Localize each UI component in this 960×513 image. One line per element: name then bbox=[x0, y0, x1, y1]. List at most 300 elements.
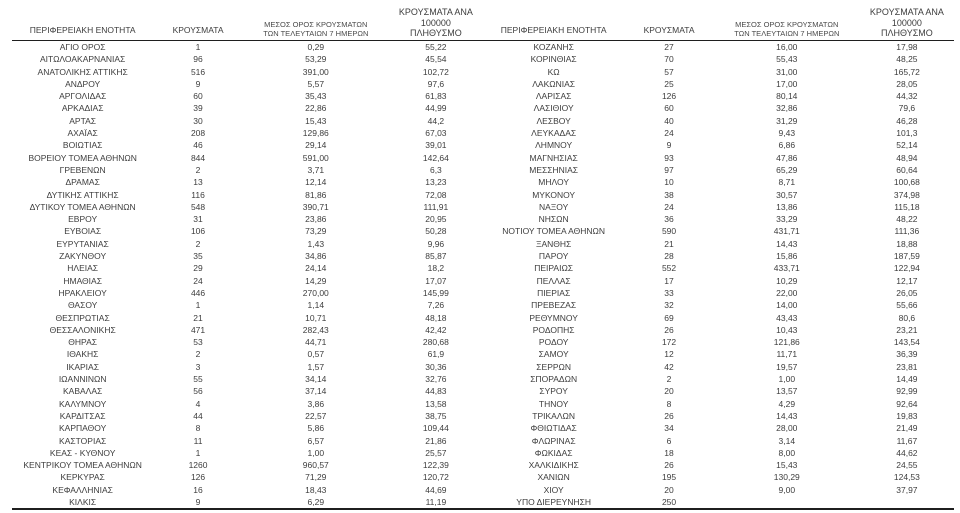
cell-per100k: 21,86 bbox=[425, 435, 447, 446]
cell-cases: 1 bbox=[195, 300, 201, 311]
table-row bbox=[12, 152, 483, 164]
cell-cases: 2 bbox=[195, 238, 201, 249]
cell-avg7: 591,00 bbox=[302, 152, 329, 163]
cell-per100k: 48,25 bbox=[896, 54, 918, 65]
cell-cases: 1 bbox=[195, 447, 201, 458]
cell-per100k: 32,76 bbox=[425, 374, 447, 385]
table-row bbox=[12, 336, 483, 348]
cell-avg7: 31,29 bbox=[776, 115, 798, 126]
cell-region: ΚΕΑΣ - ΚΥΘΝΟΥ bbox=[49, 447, 116, 458]
cell-per100k: 100,68 bbox=[893, 177, 920, 188]
cell-cases: 208 bbox=[190, 128, 206, 139]
cell-cases: 27 bbox=[664, 42, 674, 52]
cell-avg7: 32,86 bbox=[776, 103, 798, 114]
table-row bbox=[483, 201, 954, 213]
header-cases bbox=[153, 5, 242, 41]
cell-cases: 25 bbox=[664, 78, 674, 89]
header-avg7-line2: ΤΩΝ ΤΕΛΕΥΤΑΙΩΝ 7 ΗΜΕΡΩΝ bbox=[263, 29, 369, 38]
cell-cases: 93 bbox=[664, 152, 674, 163]
table-row bbox=[483, 471, 954, 483]
cell-region: ΑΝΑΤΟΛΙΚΗΣ ΑΤΤΙΚΗΣ bbox=[37, 66, 128, 77]
cell-per100k: 17,98 bbox=[896, 42, 918, 52]
cell-per100k: 92,64 bbox=[896, 398, 918, 409]
cell-avg7: 35,43 bbox=[305, 91, 327, 102]
cell-avg7: 22,00 bbox=[776, 287, 798, 298]
table-row bbox=[483, 361, 954, 373]
cell-per100k: 7,26 bbox=[427, 300, 445, 311]
cell-avg7: 270,00 bbox=[302, 287, 329, 298]
cell-avg7: 5,57 bbox=[307, 78, 325, 89]
cell-region: ΦΩΚΙΔΑΣ bbox=[534, 447, 573, 458]
cell-region: ΑΙΤΩΛΟΑΚΑΡΝΑΝΙΑΣ bbox=[40, 54, 126, 65]
cell-cases: 40 bbox=[664, 115, 674, 126]
cell-region: ΛΕΣΒΟΥ bbox=[536, 115, 571, 126]
cell-region: ΣΑΜΟΥ bbox=[538, 349, 569, 360]
cell-per100k: 111,91 bbox=[423, 201, 449, 212]
cell-cases: 32 bbox=[664, 300, 674, 311]
cell-per100k: 11,67 bbox=[896, 435, 918, 446]
cell-avg7: 8,00 bbox=[778, 447, 796, 458]
cell-region: ΤΡΙΚΑΛΩΝ bbox=[532, 410, 576, 421]
cell-region: ΜΗΛΟΥ bbox=[538, 177, 570, 188]
table-row bbox=[12, 385, 483, 397]
table-row bbox=[12, 410, 483, 422]
cell-region: ΖΑΚΥΝΘΟΥ bbox=[59, 251, 107, 262]
table-row bbox=[483, 422, 954, 434]
cell-avg7: 12,14 bbox=[305, 177, 327, 188]
cell-per100k: 67,03 bbox=[425, 128, 447, 139]
cell-avg7: 129,86 bbox=[302, 128, 329, 139]
cell-region: ΦΛΩΡΙΝΑΣ bbox=[531, 435, 576, 446]
cell-per100k: 48,18 bbox=[425, 312, 447, 323]
cell-per100k: 21,49 bbox=[896, 423, 918, 434]
cell-per100k: 72,08 bbox=[425, 189, 447, 200]
header-cases bbox=[624, 5, 713, 41]
table-row bbox=[483, 447, 954, 459]
cell-per100k: 13,58 bbox=[425, 398, 447, 409]
cell-per100k: 97,6 bbox=[427, 78, 445, 89]
cell-avg7: 13,57 bbox=[776, 386, 798, 397]
header-avg7 bbox=[714, 5, 860, 41]
cell-cases: 24 bbox=[664, 201, 674, 212]
header-per100k bbox=[389, 5, 483, 41]
cell-per100k: 61,83 bbox=[425, 91, 447, 102]
header-avg7-line1: ΜΕΣΟΣ ΟΡΟΣ ΚΡΟΥΣΜΑΤΩΝ bbox=[735, 20, 839, 29]
cell-per100k: 79,6 bbox=[898, 103, 916, 114]
table-row bbox=[483, 312, 954, 324]
header-cases-label: ΚΡΟΥΣΜΑΤΑ bbox=[172, 25, 224, 35]
table-body-right bbox=[483, 41, 954, 509]
header-per100k-line2: ΠΛΗΘΥΣΜΟ bbox=[880, 28, 933, 38]
cell-avg7: 43,43 bbox=[776, 312, 798, 323]
cell-region: ΥΠΟ ΔΙΕΡΕΥΝΗΣΗ bbox=[516, 496, 591, 507]
cell-cases: 57 bbox=[664, 66, 674, 77]
table-row bbox=[483, 152, 954, 164]
table-row bbox=[483, 225, 954, 237]
cell-cases: 2 bbox=[666, 374, 672, 385]
header-cases-label: ΚΡΟΥΣΜΑΤΑ bbox=[643, 25, 695, 35]
cell-region: ΣΥΡΟΥ bbox=[539, 386, 568, 397]
cell-cases: 1 bbox=[195, 42, 201, 52]
cell-per100k: 92,99 bbox=[896, 386, 918, 397]
header-avg7-line1: ΜΕΣΟΣ ΟΡΟΣ ΚΡΟΥΣΜΑΤΩΝ bbox=[264, 20, 368, 29]
cell-cases: 548 bbox=[190, 201, 206, 212]
cell-avg7: 81,86 bbox=[305, 189, 327, 200]
cell-cases: 12 bbox=[664, 349, 674, 360]
cell-region: ΘΕΣΠΡΩΤΙΑΣ bbox=[55, 312, 110, 323]
table-row bbox=[12, 471, 483, 483]
table-row bbox=[483, 250, 954, 262]
table-row bbox=[12, 312, 483, 324]
cell-cases: 11 bbox=[193, 435, 203, 446]
table-row bbox=[483, 410, 954, 422]
table-row bbox=[12, 496, 483, 508]
table-row bbox=[12, 90, 483, 102]
cell-avg7 bbox=[714, 496, 860, 508]
cell-region: ΘΑΣΟΥ bbox=[67, 300, 98, 311]
cell-cases: 70 bbox=[664, 54, 674, 65]
table-row bbox=[483, 53, 954, 65]
cell-per100k: 18,88 bbox=[896, 238, 918, 249]
cell-cases: 33 bbox=[664, 287, 674, 298]
cell-per100k: 111,36 bbox=[894, 226, 920, 237]
cell-region: ΙΚΑΡΙΑΣ bbox=[66, 361, 99, 372]
cell-region: ΠΕΙΡΑΙΩΣ bbox=[534, 263, 574, 274]
cell-region: ΔΥΤΙΚΟΥ ΤΟΜΕΑ ΑΘΗΝΩΝ bbox=[29, 201, 136, 212]
cell-per100k: 145,99 bbox=[422, 287, 449, 298]
cell-cases: 2 bbox=[195, 349, 201, 360]
cell-cases: 96 bbox=[193, 54, 203, 65]
cell-avg7: 4,29 bbox=[778, 398, 796, 409]
cell-cases: 1260 bbox=[188, 460, 208, 471]
cell-per100k: 55,66 bbox=[896, 300, 918, 311]
cell-cases: 21 bbox=[664, 238, 674, 249]
table-row bbox=[483, 66, 954, 78]
cell-cases: 60 bbox=[664, 103, 674, 114]
cell-avg7: 22,86 bbox=[305, 103, 327, 114]
cell-cases: 26 bbox=[664, 460, 674, 471]
cell-region: ΚΟΖΑΝΗΣ bbox=[533, 42, 574, 52]
cell-per100k: 17,07 bbox=[425, 275, 447, 286]
cell-per100k: 24,55 bbox=[896, 460, 918, 471]
header-region bbox=[483, 5, 624, 41]
cell-per100k: 48,22 bbox=[896, 214, 918, 225]
table-row bbox=[12, 324, 483, 336]
cell-region: ΗΜΑΘΙΑΣ bbox=[63, 275, 102, 286]
cell-cases: 16 bbox=[193, 484, 203, 495]
cell-avg7: 431,71 bbox=[773, 226, 800, 237]
table-row bbox=[12, 201, 483, 213]
cell-per100k: 19,83 bbox=[896, 410, 918, 421]
cell-avg7: 960,57 bbox=[302, 460, 329, 471]
cell-per100k: 85,87 bbox=[425, 251, 447, 262]
cell-per100k: 45,54 bbox=[425, 54, 447, 65]
cases-table-left bbox=[12, 5, 483, 508]
cell-per100k: 142,64 bbox=[422, 152, 449, 163]
table-row bbox=[483, 348, 954, 360]
cell-cases: 13 bbox=[193, 177, 203, 188]
cell-cases: 18 bbox=[664, 447, 674, 458]
cell-cases: 4 bbox=[195, 398, 201, 409]
cell-region: ΝΑΞΟΥ bbox=[538, 201, 569, 212]
cell-avg7: 3,86 bbox=[307, 398, 325, 409]
cell-per100k: 55,22 bbox=[425, 42, 447, 52]
table-row bbox=[12, 348, 483, 360]
cell-region: ΞΑΝΘΗΣ bbox=[535, 238, 572, 249]
cell-region: ΔΥΤΙΚΗΣ ΑΤΤΙΚΗΣ bbox=[46, 189, 119, 200]
cell-region: ΚΙΛΚΙΣ bbox=[69, 496, 97, 507]
table-row bbox=[483, 115, 954, 127]
cell-avg7: 6,86 bbox=[778, 140, 796, 151]
cell-per100k: 28,05 bbox=[896, 78, 918, 89]
cell-region: ΚΑΒΑΛΑΣ bbox=[63, 386, 103, 397]
cell-per100k: 124,53 bbox=[893, 472, 920, 483]
cell-region: ΙΘΑΚΗΣ bbox=[66, 349, 99, 360]
cell-avg7: 1,00 bbox=[778, 374, 796, 385]
cell-cases: 53 bbox=[193, 337, 203, 348]
cell-cases: 844 bbox=[190, 152, 206, 163]
cell-avg7: 1,43 bbox=[307, 238, 325, 249]
cell-cases: 36 bbox=[664, 214, 674, 225]
cell-region: ΑΓΙΟ ΟΡΟΣ bbox=[59, 42, 106, 52]
cell-region: ΔΡΑΜΑΣ bbox=[65, 177, 100, 188]
table-row bbox=[12, 447, 483, 459]
cell-per100k: 280,68 bbox=[422, 337, 449, 348]
cell-cases: 26 bbox=[664, 324, 674, 335]
cell-region: ΚΑΛΥΜΝΟΥ bbox=[59, 398, 107, 409]
header-per100k-line1: ΚΡΟΥΣΜΑΤΑ ΑΝΑ 100000 bbox=[869, 7, 944, 28]
cell-avg7: 130,29 bbox=[773, 472, 800, 483]
cell-region: ΗΡΑΚΛΕΙΟΥ bbox=[58, 287, 107, 298]
cell-region: ΕΒΡΟΥ bbox=[68, 214, 98, 225]
cases-table-right bbox=[483, 5, 954, 508]
cell-region: ΠΕΛΛΑΣ bbox=[536, 275, 571, 286]
cell-region: ΚΩ bbox=[547, 66, 560, 77]
cell-per100k: 101,3 bbox=[896, 128, 918, 139]
cell-avg7: 65,29 bbox=[776, 164, 798, 175]
table-row bbox=[12, 102, 483, 114]
cell-cases: 56 bbox=[193, 386, 203, 397]
cell-cases: 10 bbox=[664, 177, 674, 188]
table-row bbox=[12, 189, 483, 201]
cell-region: ΒΟΙΩΤΙΑΣ bbox=[62, 140, 103, 151]
table-row bbox=[483, 90, 954, 102]
cell-per100k: 60,64 bbox=[896, 164, 918, 175]
cell-cases: 17 bbox=[664, 275, 674, 286]
cell-avg7: 31,00 bbox=[776, 66, 798, 77]
cell-avg7: 47,86 bbox=[776, 152, 798, 163]
cell-per100k: 102,72 bbox=[422, 66, 449, 77]
cell-cases: 2 bbox=[195, 164, 201, 175]
cell-region: ΛΕΥΚΑΔΑΣ bbox=[531, 128, 577, 139]
cell-cases: 31 bbox=[193, 214, 203, 225]
cell-cases: 38 bbox=[664, 189, 674, 200]
cell-per100k: 44,2 bbox=[427, 115, 445, 126]
table-row bbox=[483, 189, 954, 201]
table-header-right bbox=[483, 5, 954, 41]
cell-per100k: 23,21 bbox=[896, 324, 918, 335]
cell-per100k: 25,57 bbox=[425, 447, 447, 458]
cell-avg7: 6,57 bbox=[307, 435, 325, 446]
cell-avg7: 9,43 bbox=[778, 128, 796, 139]
cell-avg7: 9,00 bbox=[778, 484, 796, 495]
cell-region: ΕΥΡΥΤΑΝΙΑΣ bbox=[56, 238, 109, 249]
cell-region: ΧΑΝΙΩΝ bbox=[537, 472, 570, 483]
cell-region: ΣΕΡΡΩΝ bbox=[536, 361, 572, 372]
table-row bbox=[12, 66, 483, 78]
table-row bbox=[483, 385, 954, 397]
cell-avg7: 19,57 bbox=[776, 361, 798, 372]
table-row bbox=[483, 78, 954, 90]
cell-avg7: 71,29 bbox=[305, 472, 327, 483]
cell-per100k: 44,99 bbox=[425, 103, 447, 114]
cell-cases: 126 bbox=[661, 91, 677, 102]
cell-per100k: 165,72 bbox=[893, 66, 920, 77]
cell-cases: 552 bbox=[661, 263, 677, 274]
table-row bbox=[483, 238, 954, 250]
cell-region: ΘΗΡΑΣ bbox=[68, 337, 97, 348]
cell-cases: 46 bbox=[193, 140, 203, 151]
cell-cases: 6 bbox=[666, 435, 672, 446]
header-avg7 bbox=[243, 5, 389, 41]
table-row bbox=[12, 250, 483, 262]
cell-avg7: 10,29 bbox=[776, 275, 798, 286]
cell-cases: 126 bbox=[190, 472, 206, 483]
table-row bbox=[483, 139, 954, 151]
table-row bbox=[483, 275, 954, 287]
cell-avg7: 73,29 bbox=[305, 226, 327, 237]
cell-avg7: 14,00 bbox=[776, 300, 798, 311]
cell-avg7: 34,86 bbox=[305, 251, 327, 262]
cell-avg7: 22,57 bbox=[305, 410, 327, 421]
table-row bbox=[483, 41, 954, 54]
cell-cases: 195 bbox=[661, 472, 677, 483]
cell-cases: 471 bbox=[190, 324, 206, 335]
cell-avg7: 30,57 bbox=[776, 189, 798, 200]
cell-avg7: 16,00 bbox=[776, 42, 798, 52]
cell-avg7: 15,86 bbox=[776, 251, 798, 262]
cell-per100k bbox=[860, 496, 954, 508]
cell-avg7: 24,14 bbox=[305, 263, 327, 274]
cell-cases: 116 bbox=[191, 189, 205, 200]
cell-cases: 29 bbox=[193, 263, 203, 274]
cell-avg7: 1,57 bbox=[307, 361, 325, 372]
cell-cases: 9 bbox=[195, 496, 201, 507]
table-row bbox=[12, 459, 483, 471]
cell-per100k: 52,14 bbox=[896, 140, 918, 151]
cell-cases: 9 bbox=[666, 140, 672, 151]
table-row bbox=[483, 435, 954, 447]
header-per100k-line1: ΚΡΟΥΣΜΑΤΑ ΑΝΑ 100000 bbox=[398, 7, 473, 28]
cell-cases: 446 bbox=[190, 287, 206, 298]
cell-region: ΕΥΒΟΙΑΣ bbox=[64, 226, 102, 237]
cell-per100k: 143,54 bbox=[893, 337, 920, 348]
table-row bbox=[483, 262, 954, 274]
cell-region: ΠΡΕΒΕΖΑΣ bbox=[531, 300, 577, 311]
cell-region: ΚΕΡΚΥΡΑΣ bbox=[60, 472, 105, 483]
cell-cases: 20 bbox=[664, 386, 674, 397]
cell-region: ΛΑΡΙΣΑΣ bbox=[535, 91, 572, 102]
cell-region: ΚΑΡΔΙΤΣΑΣ bbox=[59, 410, 106, 421]
cell-per100k: 12,17 bbox=[896, 275, 918, 286]
header-region bbox=[12, 5, 153, 41]
cell-region: ΝΗΣΩΝ bbox=[538, 214, 569, 225]
cell-region: ΒΟΡΕΙΟΥ ΤΟΜΕΑ ΑΘΗΝΩΝ bbox=[28, 152, 137, 163]
table-row bbox=[483, 398, 954, 410]
cell-cases: 97 bbox=[664, 164, 674, 175]
cell-region: ΠΙΕΡΙΑΣ bbox=[537, 287, 571, 298]
cell-region: ΚΑΣΤΟΡΙΑΣ bbox=[59, 435, 107, 446]
cell-per100k: 9,96 bbox=[427, 238, 445, 249]
cell-region: ΚΟΡΙΝΘΙΑΣ bbox=[530, 54, 577, 65]
header-region-label: ΠΕΡΙΦΕΡΕΙΑΚΗ ΕΝΟΤΗΤΑ bbox=[500, 25, 607, 35]
table-row bbox=[483, 373, 954, 385]
cell-per100k: 48,94 bbox=[896, 152, 918, 163]
cell-avg7: 44,71 bbox=[305, 337, 327, 348]
cell-cases: 8 bbox=[666, 398, 672, 409]
cell-per100k: 42,42 bbox=[425, 324, 447, 335]
table-row bbox=[12, 422, 483, 434]
cell-avg7: 0,29 bbox=[307, 42, 325, 52]
cell-avg7: 17,00 bbox=[776, 78, 798, 89]
cell-avg7: 34,14 bbox=[305, 374, 327, 385]
cell-per100k: 115,18 bbox=[894, 201, 920, 212]
cell-avg7: 391,00 bbox=[302, 66, 329, 77]
cell-region: ΙΩΑΝΝΙΝΩΝ bbox=[58, 374, 107, 385]
cell-per100k: 39,01 bbox=[425, 140, 447, 151]
table-row bbox=[12, 139, 483, 151]
cell-region: ΓΡΕΒΕΝΩΝ bbox=[59, 164, 106, 175]
cell-region: ΜΥΚΟΝΟΥ bbox=[532, 189, 576, 200]
cell-region: ΗΛΕΙΑΣ bbox=[67, 263, 99, 274]
cell-avg7: 390,71 bbox=[302, 201, 329, 212]
cell-region: ΜΑΓΝΗΣΙΑΣ bbox=[529, 152, 578, 163]
cell-cases: 44 bbox=[193, 410, 203, 421]
cell-per100k: 50,28 bbox=[425, 226, 447, 237]
cell-avg7: 13,86 bbox=[776, 201, 798, 212]
table-row bbox=[12, 176, 483, 188]
table-row bbox=[12, 262, 483, 274]
table-row bbox=[12, 484, 483, 496]
cell-avg7: 14,29 bbox=[305, 275, 327, 286]
table-row bbox=[483, 496, 954, 508]
cell-cases: 55 bbox=[193, 374, 203, 385]
table-row bbox=[12, 78, 483, 90]
cell-cases: 24 bbox=[664, 128, 674, 139]
table-row bbox=[12, 361, 483, 373]
table-row bbox=[12, 53, 483, 65]
cell-region: ΣΠΟΡΑΔΩΝ bbox=[530, 374, 578, 385]
cell-region: ΑΡΓΟΛΙΔΑΣ bbox=[59, 91, 107, 102]
cell-region: ΡΕΘΥΜΝΟΥ bbox=[529, 312, 578, 323]
cell-per100k: 14,49 bbox=[896, 374, 918, 385]
table-row bbox=[483, 213, 954, 225]
cell-avg7: 0,57 bbox=[307, 349, 325, 360]
cell-per100k: 374,98 bbox=[893, 189, 920, 200]
header-region-label: ΠΕΡΙΦΕΡΕΙΑΚΗ ΕΝΟΤΗΤΑ bbox=[29, 25, 136, 35]
table-row bbox=[483, 287, 954, 299]
header-per100k bbox=[860, 5, 954, 41]
table-row bbox=[483, 102, 954, 114]
table-row bbox=[12, 373, 483, 385]
cell-cases: 42 bbox=[664, 361, 674, 372]
tables-container bbox=[12, 5, 954, 510]
table-row bbox=[483, 164, 954, 176]
cell-cases: 69 bbox=[664, 312, 674, 323]
cell-avg7: 29,14 bbox=[305, 140, 327, 151]
cell-per100k: 18,2 bbox=[427, 263, 445, 274]
cell-per100k: 120,72 bbox=[422, 472, 449, 483]
